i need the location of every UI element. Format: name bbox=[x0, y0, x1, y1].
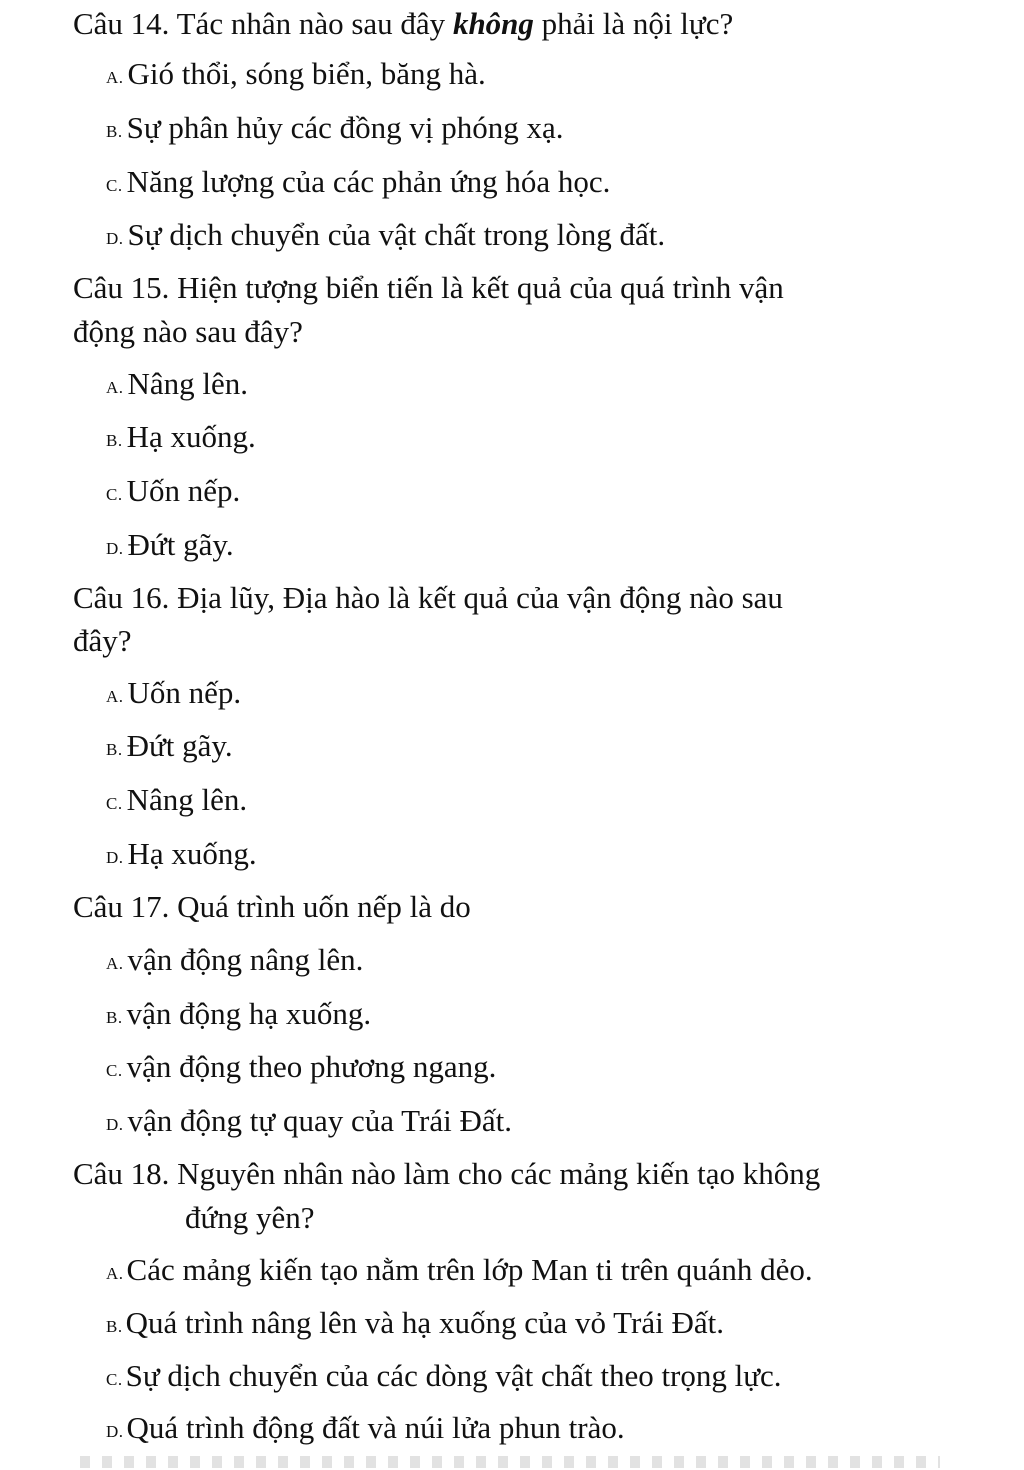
option-letter: D. bbox=[106, 539, 124, 558]
option-letter: C. bbox=[106, 1061, 123, 1080]
option-text: Quá trình động đất và núi lửa phun trào. bbox=[126, 1410, 625, 1445]
option-text: Hạ xuống. bbox=[126, 419, 256, 454]
option-text: Sự dịch chuyển của vật chất trong lòng đất. bbox=[127, 217, 666, 252]
question-16-option-d[interactable] bbox=[106, 834, 257, 878]
option-letter: C. bbox=[106, 176, 123, 195]
question-18-stem-line1: Câu 18. Nguyên nhân nào làm cho các mảng kiến tạo không bbox=[73, 1156, 821, 1191]
question-18-option-a[interactable] bbox=[106, 1250, 813, 1294]
question-18-option-b[interactable] bbox=[106, 1303, 724, 1347]
question-14-stem-post: phải là nội lực? bbox=[533, 6, 734, 41]
option-letter: B. bbox=[106, 740, 123, 759]
option-letter: B. bbox=[106, 122, 123, 141]
option-letter: A. bbox=[106, 68, 124, 87]
question-16-stem-line1: Câu 16. Địa lũy, Địa hào là kết quả của vận động nào sau bbox=[73, 580, 783, 615]
question-14-option-a[interactable] bbox=[106, 54, 486, 98]
option-text: Đứt gãy. bbox=[127, 527, 234, 562]
question-14-option-c[interactable] bbox=[106, 162, 610, 206]
option-letter: D. bbox=[106, 848, 124, 867]
option-text: Hạ xuống. bbox=[127, 836, 257, 871]
question-18-option-c[interactable] bbox=[106, 1356, 782, 1400]
question-14-stem-pre: Câu 14. Tác nhân nào sau đây bbox=[73, 6, 453, 41]
question-16-option-a[interactable] bbox=[106, 673, 241, 717]
question-14-emphasis: không bbox=[452, 6, 534, 41]
option-text: Uốn nếp. bbox=[126, 473, 241, 508]
question-16-stem-line2: đây? bbox=[73, 623, 132, 658]
question-14-stem bbox=[73, 4, 733, 44]
option-text: Nâng lên. bbox=[127, 366, 249, 401]
option-letter: C. bbox=[106, 485, 123, 504]
question-15-option-c[interactable] bbox=[106, 471, 240, 515]
option-letter: C. bbox=[106, 1370, 123, 1389]
question-17-option-d[interactable] bbox=[106, 1101, 512, 1145]
option-text: Đứt gãy. bbox=[126, 728, 233, 763]
question-15-option-d[interactable] bbox=[106, 525, 234, 569]
option-letter: A. bbox=[106, 1264, 124, 1283]
question-17-option-a[interactable] bbox=[106, 940, 363, 984]
question-16-option-c[interactable] bbox=[106, 780, 247, 824]
question-15-option-a[interactable] bbox=[106, 364, 248, 408]
option-text: Năng lượng của các phản ứng hóa học. bbox=[126, 164, 611, 199]
question-18-option-d[interactable] bbox=[106, 1408, 625, 1452]
option-letter: A. bbox=[106, 954, 124, 973]
option-letter: B. bbox=[106, 431, 123, 450]
option-letter: D. bbox=[106, 1422, 124, 1441]
question-15-stem-line1: Câu 15. Hiện tượng biển tiến là kết quả của quá trình vận bbox=[73, 270, 784, 305]
option-letter: A. bbox=[106, 378, 124, 397]
option-letter: D. bbox=[106, 1115, 124, 1134]
option-text: vận động theo phương ngang. bbox=[126, 1049, 497, 1084]
option-text: vận động hạ xuống. bbox=[126, 996, 372, 1031]
option-letter: B. bbox=[106, 1317, 123, 1336]
option-letter: D. bbox=[106, 229, 124, 248]
option-text: Sự phân hủy các đồng vị phóng xạ. bbox=[126, 110, 564, 145]
option-letter: A. bbox=[106, 687, 124, 706]
question-17-option-b[interactable] bbox=[106, 994, 371, 1038]
option-text: vận động nâng lên. bbox=[127, 942, 364, 977]
question-15-option-b[interactable] bbox=[106, 417, 256, 461]
question-15-stem-line2: động nào sau đây? bbox=[73, 314, 303, 349]
question-14-option-b[interactable] bbox=[106, 108, 564, 152]
question-14-option-d[interactable] bbox=[106, 215, 665, 259]
option-text: Nâng lên. bbox=[126, 782, 248, 817]
question-17-option-c[interactable] bbox=[106, 1047, 496, 1091]
option-text: Sự dịch chuyển của các dòng vật chất theo trọng lực. bbox=[125, 1358, 782, 1393]
question-16-option-b[interactable] bbox=[106, 726, 233, 770]
question-18-stem-line2: đứng yên? bbox=[185, 1200, 315, 1235]
option-letter: C. bbox=[106, 794, 123, 813]
option-text: Uốn nếp. bbox=[127, 675, 242, 710]
option-text: Quá trình nâng lên và hạ xuống của vỏ Trái Đất. bbox=[125, 1305, 724, 1340]
question-17-stem: Câu 17. Quá trình uốn nếp là do bbox=[73, 889, 471, 924]
option-letter: B. bbox=[106, 1008, 123, 1027]
option-text: Gió thổi, sóng biển, băng hà. bbox=[127, 56, 486, 91]
option-text: Các mảng kiến tạo nằm trên lớp Man ti trên quánh dẻo. bbox=[126, 1252, 813, 1287]
option-text: vận động tự quay của Trái Đất. bbox=[127, 1103, 512, 1138]
